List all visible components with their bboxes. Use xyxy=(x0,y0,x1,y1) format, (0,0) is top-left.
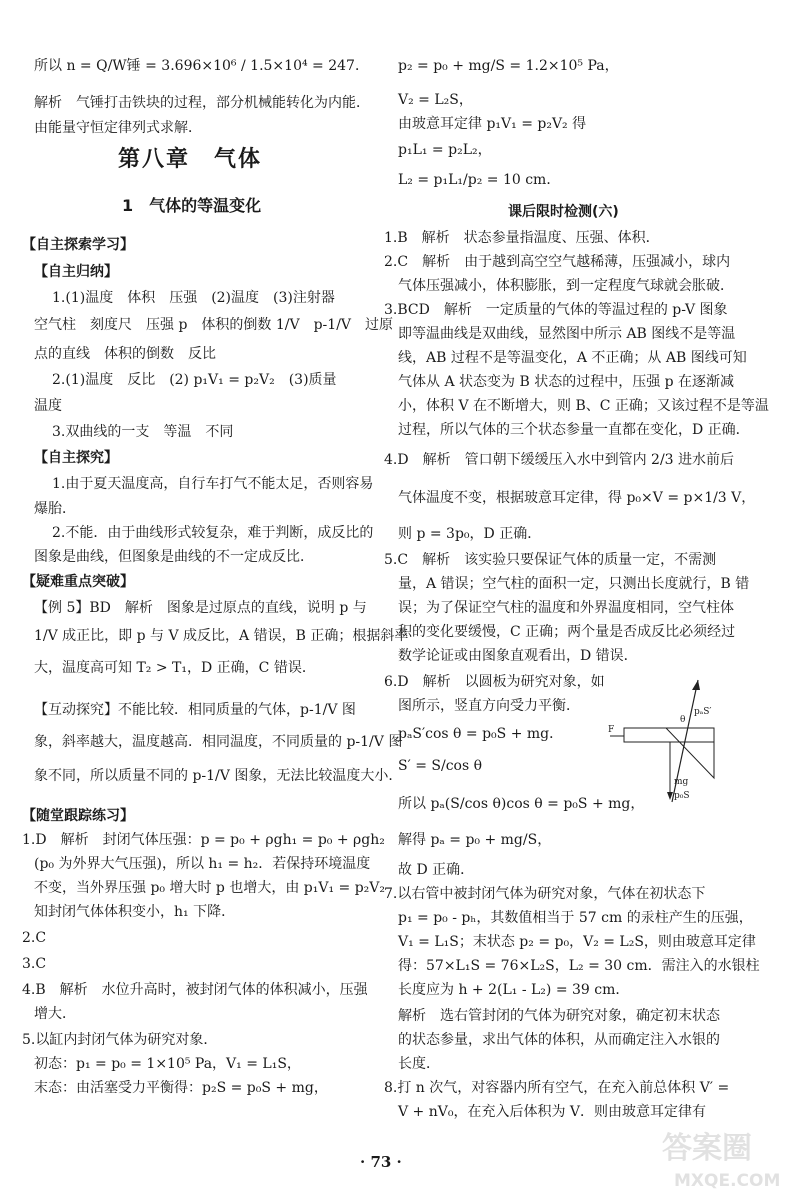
right-line: V + nV₀，在充入后体积为 V．则由玻意耳定律有 xyxy=(398,1104,707,1120)
left-line: 【自主归纳】 xyxy=(34,264,118,280)
right-line: p₁ = p₀ - pₕ，其数值相当于 57 cm 的汞柱产生的压强， xyxy=(398,910,753,926)
left-line: 1.D 解析 封闭气体压强：p = p₀ + ρgh₁ = p₀ + ρgh₂ xyxy=(22,832,385,848)
figure-label: F xyxy=(608,725,615,735)
right-line: 气体温度不变，根据玻意耳定律，得 p₀×V = p×1/3 V， xyxy=(398,490,756,506)
right-line: 解析 选右管封闭的气体为研究对象，确定初末状态 xyxy=(398,1008,720,1024)
right-line: 气体压强减小，体积膨胀，到一定程度气球就会胀破． xyxy=(398,278,734,294)
left-line: 1.(1)温度 体积 压强 (2)温度 (3)注射器 xyxy=(52,290,335,306)
left-line: 象不同，所以质量不同的 p-1/V 图象，无法比较温度大小． xyxy=(34,768,403,784)
left-line: 象，斜率越大，温度越高．相同温度，不同质量的 p-1/V 图 xyxy=(34,734,403,750)
right-line: 3.BCD 解析 一定质量的气体的等温过程的 p-V 图象 xyxy=(384,302,728,318)
right-line: 的状态参量，求出气体的体积，从而确定注入水银的 xyxy=(398,1032,720,1048)
right-line: 8.打 n 次气，对容器内所有空气，在充入前总体积 V′ = xyxy=(384,1080,730,1096)
right-line: p₂ = p₀ + mg/S = 1.2×10⁵ Pa， xyxy=(398,58,619,74)
right-line: 6.D 解析 以圆板为研究对象，如 xyxy=(384,674,605,690)
right-line: 线，AB 过程不是等温变化，A 不正确；从 AB 图线可知 xyxy=(398,350,747,366)
right-line: 2.C 解析 由于越到高空空气越稀薄，压强减小，球内 xyxy=(384,254,731,270)
left-line: (p₀ 为外界大气压强)，所以 h₁ = h₂．若保持环境温度 xyxy=(34,856,371,872)
left-line: 1/V 成正比，即 p 与 V 成反比，A 错误，B 正确；根据斜率 xyxy=(34,628,409,644)
left-line: 大，温度高可知 T₂ > T₁，D 正确，C 错误． xyxy=(34,660,316,676)
left-line: 温度 xyxy=(34,398,62,414)
page-number: · 73 · xyxy=(360,1153,402,1171)
right-line: V₁ = L₁S；末状态 p₂ = p₀，V₂ = L₂S，则由玻意耳定律 xyxy=(398,934,756,950)
right-line: 7.以右管中被封闭气体为研究对象，气体在初状态下 xyxy=(384,886,706,902)
right-line: 5.C 解析 该实验只要保证气体的质量一定，不需测 xyxy=(384,552,717,568)
left-line: 所以 n = Q/W锤 = 3.696×10⁶ / 1.5×10⁴ = 247． xyxy=(34,58,369,74)
right-line: p₁L₁ = p₂L₂， xyxy=(398,142,492,158)
right-line: 图所示，竖直方向受力平衡． xyxy=(398,698,580,714)
right-line: V₂ = L₂S， xyxy=(398,92,473,108)
left-line: 增大． xyxy=(34,1006,76,1022)
right-line: 1.B 解析 状态参量指温度、压强、体积． xyxy=(384,230,660,246)
right-line: 小，体积 V 在不断增大，则 B、C 正确；又该过程不是等温 xyxy=(398,398,769,414)
left-line: 不变，当外界压强 p₀ 增大时 p 也增大，由 p₁V₁ = p₂V₂ xyxy=(34,880,386,896)
figure-label: mg xyxy=(674,777,689,787)
svg-text:答案圈: 答案圈 xyxy=(662,1131,752,1166)
left-line: 知封闭气体体积变小，h₁ 下降． xyxy=(34,904,236,920)
right-line: 则 p = 3p₀，D 正确． xyxy=(398,526,542,542)
right-line: 由玻意耳定律 p₁V₁ = p₂V₂ 得 xyxy=(398,116,587,132)
right-line: 长度． xyxy=(398,1056,440,1072)
watermark-logo xyxy=(656,1124,786,1194)
left-line: 图象是曲线，但图象是曲线的不一定成反比． xyxy=(34,549,314,565)
figure-label: θ xyxy=(680,715,686,725)
left-line: 爆胎． xyxy=(34,501,76,517)
left-line: 4.B 解析 水位升高时，被封闭气体的体积减小，压强 xyxy=(22,982,368,998)
right-line: 长度应为 h + 2(L₁ - L₂) = 39 cm． xyxy=(398,982,630,998)
right-line: 数学论证或由图象直观看出，D 错误． xyxy=(398,648,638,664)
left-line: 【自主探究】 xyxy=(34,450,118,466)
left-line: 【疑难重点突破】 xyxy=(22,574,134,590)
left-line: 由能量守恒定律列式求解． xyxy=(34,120,202,136)
right-line: pₐS′cos θ = p₀S + mg． xyxy=(398,726,564,742)
right-line: S′ = S/cos θ xyxy=(398,758,483,774)
right-line: 过程，所以气体的三个状态参量一直都在变化，D 正确． xyxy=(398,422,750,438)
left-line: 初态：p₁ = p₀ = 1×10⁵ Pa，V₁ = L₁S， xyxy=(34,1056,301,1072)
svg-text:MXQE.COM: MXQE.COM xyxy=(674,1171,781,1191)
right-line: 积的变化要缓慢，C 正确；两个量是否成反比必须经过 xyxy=(398,624,736,640)
left-line: 2.C xyxy=(22,930,47,946)
figure-label: pₐS′ xyxy=(694,707,712,717)
right-line: 4.D 解析 管口朝下缓缓压入水中到管内 2/3 进水前后 xyxy=(384,452,735,468)
right-line: 解得 pₐ = p₀ + mg/S， xyxy=(398,832,552,848)
left-line: 空气柱 刻度尺 压强 p 体积的倒数 1/V p-1/V 过原 xyxy=(34,317,394,333)
right-line: 气体从 A 状态变为 B 状态的过程中，压强 p 在逐渐减 xyxy=(398,374,735,390)
left-line: 解析 气锤打击铁块的过程，部分机械能转化为内能． xyxy=(34,95,370,111)
force-diagram xyxy=(606,672,726,804)
left-line: 【互动探究】不能比较．相同质量的气体，p-1/V 图 xyxy=(34,702,356,718)
figure-label: p₀S xyxy=(674,791,690,801)
left-line: 1 气体的等温变化 xyxy=(122,196,262,215)
right-line: L₂ = p₁L₁/p₂ = 10 cm． xyxy=(398,172,561,188)
left-line: 【随堂跟踪练习】 xyxy=(22,808,134,824)
right-line: 即等温曲线是双曲线，显然图中所示 AB 图线不是等温 xyxy=(398,326,736,342)
right-line: 量，A 错误；空气柱的面积一定，只测出长度就行，B 错 xyxy=(398,576,750,592)
right-line: 故 D 正确． xyxy=(398,862,475,878)
left-line: 【例 5】BD 解析 图象是过原点的直线，说明 p 与 xyxy=(34,600,367,616)
right-line: 得：57×L₁S = 76×L₂S，L₂ = 30 cm．需注入的水银柱 xyxy=(398,958,760,974)
right-line: 所以 pₐ(S/cos θ)cos θ = p₀S + mg， xyxy=(398,796,645,812)
left-line: 3.双曲线的一支 等温 不同 xyxy=(52,424,234,440)
left-line: 5.以缸内封闭气体为研究对象． xyxy=(22,1032,218,1048)
right-line: 课后限时检测(六) xyxy=(508,204,619,220)
left-line: 第八章 气体 xyxy=(118,147,263,172)
left-line: 点的直线 体积的倒数 反比 xyxy=(34,346,216,362)
left-line: 2.不能．由于曲线形式较复杂，难于判断，成反比的 xyxy=(52,525,374,541)
left-line: 3.C xyxy=(22,956,47,972)
left-line: 2.(1)温度 反比 (2) p₁V₁ = p₂V₂ (3)质量 xyxy=(52,372,337,388)
left-line: 【自主探索学习】 xyxy=(22,237,134,253)
left-line: 末态：由活塞受力平衡得：p₂S = p₀S + mg， xyxy=(34,1080,328,1096)
left-line: 1.由于夏天温度高，自行车打气不能太足，否则容易 xyxy=(52,476,374,492)
right-line: 误；为了保证空气柱的温度和外界温度相同，空气柱体 xyxy=(398,600,734,616)
